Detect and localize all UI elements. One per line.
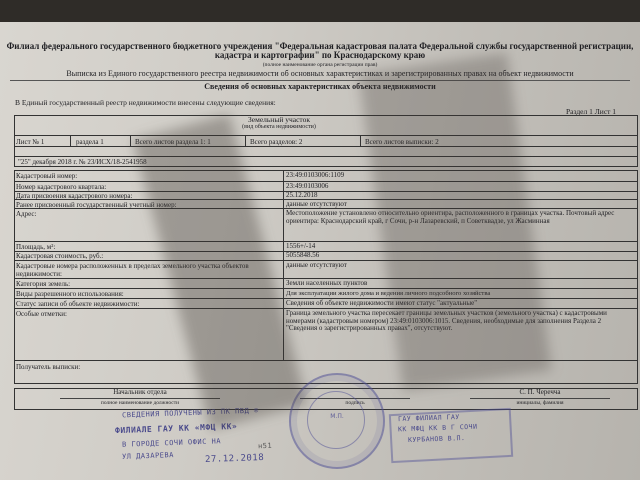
field-value: 23:49:0103006	[286, 182, 329, 190]
header-divider	[10, 80, 630, 81]
field-label: Категория земель:	[16, 280, 71, 288]
field-label: Статус записи об объекте недвижимости:	[16, 300, 140, 308]
band-divider	[14, 146, 638, 147]
total-sections: Всего разделов: 2	[250, 138, 303, 146]
cell-divider	[360, 135, 361, 146]
field-value: Сведения об объекте недвижимости имеют статус "актуальные"	[286, 299, 478, 307]
signature-caption: подпись	[345, 400, 365, 406]
total-sheets: Всего листов раздела 1: 1	[135, 138, 211, 146]
received-date: 27.12.2018	[204, 452, 265, 466]
round-seal	[289, 373, 385, 469]
handwritten-mark: н51	[257, 441, 273, 451]
mfc-stamp-line-3: КУРБАНОВ В.П.	[407, 434, 466, 444]
field-label: Виды разрешенного использования:	[16, 290, 124, 298]
field-value: Земли населенных пунктов	[286, 279, 368, 287]
row-line	[14, 360, 638, 361]
field-value: данные отсутствуют	[286, 200, 347, 208]
received-stamp-line-4: УЛ ДАЗАРЕВА	[121, 451, 174, 461]
received-stamp-line-1: СВЕДЕНИЯ ПОЛУЧЕНЫ ИЗ ПК ПВД ®	[121, 406, 259, 420]
name-caption: инициалы, фамилия	[516, 400, 564, 406]
field-label: Дата присвоения кадастрового номера:	[16, 192, 133, 200]
field-label: Особые отметки:	[16, 310, 67, 318]
field-value: 23:49:0103006:1109	[286, 171, 345, 179]
object-type-caption: (вид объекта недвижимости)	[242, 124, 316, 130]
seal-text: М.П.	[330, 413, 344, 420]
mfc-stamp-line-2: КК МФЦ КК В Г СОЧИ	[397, 422, 478, 434]
mfc-stamp-line-1: ГАУ ФИЛИАЛ ГАУ	[397, 412, 460, 424]
band-divider	[14, 156, 638, 157]
intro-text: В Единый государственный реестр недвижимости внесены следующие сведения:	[15, 98, 276, 107]
field-label: Кадастровые номера расположенных в пределах земельного участка объектов недвижимости:	[16, 262, 249, 279]
sheet-section: раздела 1	[76, 138, 104, 146]
field-value: данные отсутствуют	[286, 261, 347, 269]
signatory-name: С. П. Черечча	[519, 388, 561, 396]
field-value: Для эксплуатации жилого дома и ведения личного подсобного хозяйства	[286, 290, 491, 297]
signature-line	[60, 398, 220, 399]
signatory-position: Начальник отдела	[113, 388, 167, 396]
received-stamp-line-3: В ГОРОДЕ СОЧИ ОФИС НА	[121, 437, 222, 449]
document-sheet	[0, 22, 640, 480]
field-value: Граница земельного участка пересекает границы земельных участков (земельного участка) с кадастровыми номерами (кадастровым номером) 23:49:0103006:1015. Сведения, необходимые для заполнения Раздела 2 "Сведения о зарегистрированных правах", отсутствуют.	[286, 309, 607, 333]
field-label: Площадь, м²:	[16, 243, 56, 251]
organization-name: Филиал федерального государственного бюджетного учреждения "Федеральная кадастровая палата Федеральной службы государственной регистрации, кадастра и картографии" по Краснодарскому краю	[6, 41, 634, 61]
row-line	[14, 241, 638, 242]
field-value: 1556+/-14	[286, 242, 316, 250]
cell-divider	[245, 135, 246, 146]
field-label: Получатель выписки:	[16, 363, 81, 371]
field-value: Местоположение установлено относительно ориентира, расположенного в границах участка. Почтовый адрес ориентира: Краснодарский край, г Сочи, р-н Лазаревский, п Советквадзе, ул Жасминная	[286, 209, 615, 225]
field-label: Кадастровая стоимость, руб.:	[16, 252, 104, 260]
band-divider	[14, 135, 638, 136]
cell-divider	[70, 135, 71, 146]
row-line	[14, 288, 638, 289]
section-heading: Сведения об основных характеристиках объекта недвижимости	[204, 82, 436, 91]
field-label: Ранее присвоенный государственный учетный номер:	[16, 201, 177, 209]
field-label: Номер кадастрового квартала:	[16, 183, 107, 191]
sheet-number: Лист № 1	[16, 138, 45, 146]
date-and-number: "25" декабря 2018 г. № 23/ИСХ/18-2541958	[18, 158, 147, 166]
cell-divider	[130, 135, 131, 146]
seal-inner-ring	[307, 391, 365, 449]
received-stamp-line-2: ФИЛИАЛЕ ГАУ КК «МФЦ КК»	[114, 421, 238, 436]
field-label: Кадастровый номер:	[16, 172, 78, 180]
field-label: Адрес:	[16, 210, 37, 218]
position-caption: полное наименование должности	[100, 400, 180, 406]
signature-line	[470, 398, 610, 399]
total-extract-sheets: Всего листов выписки: 2	[365, 138, 439, 146]
object-type: Земельный участок	[247, 115, 311, 124]
organization-caption: (полное наименование органа регистрации прав)	[262, 62, 378, 68]
field-value: 5055848.56	[286, 251, 320, 259]
section-label: Раздел 1 Лист 1	[566, 107, 617, 116]
extract-title: Выписка из Единого государственного реестра недвижимости об основных характеристиках и зарегистрированных правах на объект недвижимости	[66, 69, 574, 78]
field-value: 25.12.2018	[286, 191, 318, 199]
